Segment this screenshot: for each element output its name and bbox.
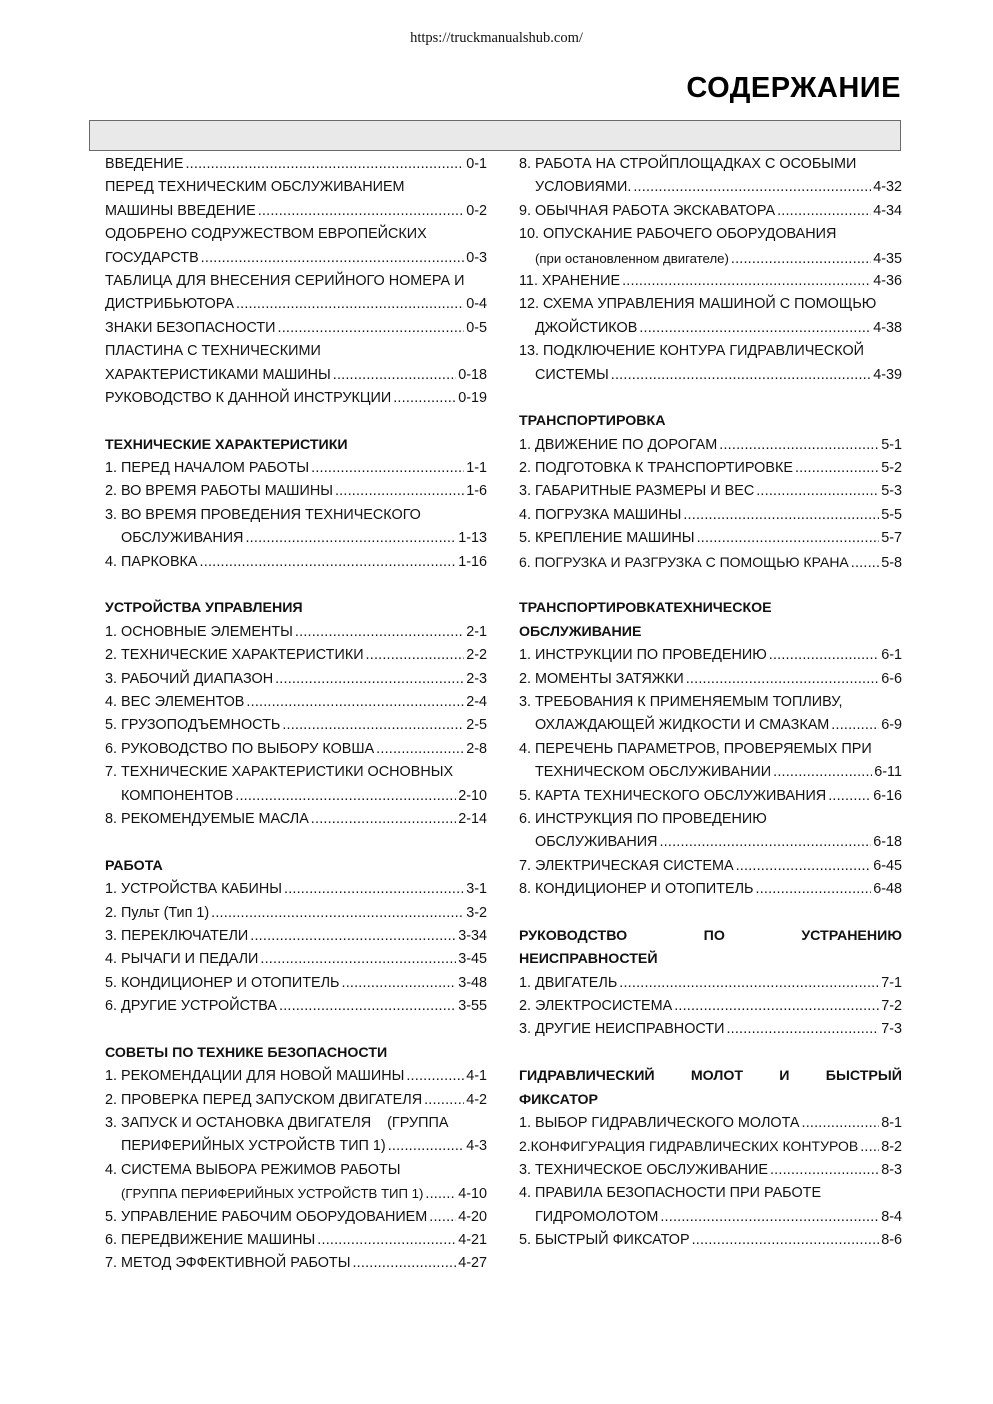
- toc-line: 13. ПОДКЛЮЧЕНИЕ КОНТУРА ГИДРАВЛИЧЕСКОЙ: [519, 343, 865, 360]
- section-heading: ТРАНСПОРТИРОВКА: [519, 413, 666, 430]
- section-heading: УСТРОЙСТВА УПРАВЛЕНИЯ: [105, 600, 303, 617]
- page-number: 8-4: [881, 1208, 902, 1225]
- page-number: 1-1: [466, 460, 487, 477]
- toc-entry[interactable]: 9. ОБЫЧНАЯ РАБОТА ЭКСКАВАТОРА ..... 4-34: [519, 200, 902, 223]
- toc-entry[interactable]: 5. КАРТА ТЕХНИЧЕСКОГО ОБСЛУЖИВАНИЯ ..... 6-16: [519, 785, 902, 808]
- source-url[interactable]: https://truckmanualshub.com/: [410, 30, 583, 46]
- section-heading: ТРАНСПОРТИРОВКАТЕХНИЧЕСКОЕ: [519, 600, 772, 617]
- toc-line: ОДОБРЕНО СОДРУЖЕСТВОМ ЕВРОПЕЙСКИХ: [105, 226, 427, 243]
- page-number: 6-9: [881, 717, 902, 734]
- toc-entry[interactable]: 3. РАБОЧИЙ ДИАПАЗОН ..... 2-3: [105, 668, 487, 691]
- toc-entry[interactable]: ЗНАКИ БЕЗОПАСНОСТИ ..... 0-5: [105, 317, 487, 340]
- page-number: 4-35: [873, 250, 902, 267]
- toc-entry[interactable]: 7. ЭЛЕКТРИЧЕСКАЯ СИСТЕМА ..... 6-45: [519, 855, 902, 878]
- page-number: 4-21: [458, 1231, 487, 1248]
- toc-entry[interactable]: ОБСЛУЖИВАНИЯ ..... 1-13: [105, 527, 487, 550]
- page-title: СОДЕРЖАНИЕ: [686, 72, 901, 104]
- toc-entry[interactable]: ПЕРИФЕРИЙНЫХ УСТРОЙСТВ ТИП 1) ..... 4-3: [105, 1135, 487, 1158]
- page-number: 5-5: [881, 506, 902, 523]
- toc-entry[interactable]: ГОСУДАРСТВ ..... 0-3: [105, 247, 487, 270]
- toc-entry[interactable]: ГИДРОМОЛОТОМ ..... 8-4: [519, 1206, 902, 1229]
- toc-entry[interactable]: 8. РЕКОМЕНДУЕМЫЕ МАСЛА ..... 2-14: [105, 808, 487, 831]
- toc-entry[interactable]: 2. ЭЛЕКТРОСИСТЕМА ..... 7-2: [519, 995, 902, 1018]
- toc-entry[interactable]: СИСТЕМЫ ..... 4-39: [519, 364, 902, 387]
- toc-entry[interactable]: 2. МОМЕНТЫ ЗАТЯЖКИ ..... 6-6: [519, 668, 902, 691]
- page-number: 6-48: [873, 881, 902, 898]
- page-number: 3-34: [458, 927, 487, 944]
- toc-entry[interactable]: ДИСТРИБЬЮТОРА ..... 0-4: [105, 293, 487, 316]
- toc-entry[interactable]: 5. ГРУЗОПОДЪЕМНОСТЬ ..... 2-5: [105, 714, 487, 737]
- toc-line: 4. ПЕРЕЧЕНЬ ПАРАМЕТРОВ, ПРОВЕРЯЕМЫХ ПРИ: [519, 740, 872, 757]
- toc-entry[interactable]: РУКОВОДСТВО К ДАННОЙ ИНСТРУКЦИИ ..... 0-19: [105, 387, 487, 410]
- page-number: 6-6: [881, 670, 902, 687]
- toc-entry[interactable]: ОБСЛУЖИВАНИЯ ..... 6-18: [519, 831, 902, 854]
- page-number: 5-8: [881, 554, 902, 571]
- section-heading: РУКОВОДСТВО ПО УСТРАНЕНИЮ: [519, 927, 902, 944]
- toc-line: ПЕРЕД ТЕХНИЧЕСКИМ ОБСЛУЖИВАНИЕМ: [105, 179, 405, 196]
- section-heading: НЕИСПРАВНОСТЕЙ: [519, 951, 658, 968]
- page-number: 2-8: [466, 740, 487, 757]
- toc-entry[interactable]: 1. ПЕРЕД НАЧАЛОМ РАБОТЫ ..... 1-1: [105, 457, 487, 480]
- page-number: 4-27: [458, 1255, 487, 1272]
- toc-entry[interactable]: ДЖОЙСТИКОВ ..... 4-38: [519, 317, 902, 340]
- toc-entry[interactable]: 2. ПРОВЕРКА ПЕРЕД ЗАПУСКОМ ДВИГАТЕЛЯ ..... 4-2: [105, 1089, 487, 1112]
- toc-entry[interactable]: 4. ВЕС ЭЛЕМЕНТОВ ..... 2-4: [105, 691, 487, 714]
- page-number: 8-2: [881, 1139, 902, 1156]
- toc-entry[interactable]: 6. РУКОВОДСТВО ПО ВЫБОРУ КОВША ..... 2-8: [105, 738, 487, 761]
- toc-entry[interactable]: 1. РЕКОМЕНДАЦИИ ДЛЯ НОВОЙ МАШИНЫ ..... 4-1: [105, 1065, 487, 1088]
- page-number: 8-1: [881, 1115, 902, 1132]
- toc-entry[interactable]: 3. ДРУГИЕ НЕИСПРАВНОСТИ ..... 7-3: [519, 1018, 902, 1041]
- toc-entry[interactable]: 2. ТЕХНИЧЕСКИЕ ХАРАКТЕРИСТИКИ ..... 2-2: [105, 644, 487, 667]
- page-number: 4-20: [458, 1208, 487, 1225]
- page-number: 1-6: [466, 483, 487, 500]
- page-number: 0-4: [466, 296, 487, 313]
- toc-line: 3. ТРЕБОВАНИЯ К ПРИМЕНЯЕМЫМ ТОПЛИВУ,: [519, 693, 843, 710]
- toc-entry[interactable]: 6. ПОГРУЗКА И РАЗГРУЗКА С ПОМОЩЬЮ КРАНА ..... 5-8: [519, 551, 902, 574]
- toc-line: 3. ЗАПУСК И ОСТАНОВКА ДВИГАТЕЛЯ (ГРУППА: [105, 1115, 449, 1132]
- toc-entry[interactable]: (при остановленном двигателе) ..... 4-35: [519, 247, 902, 270]
- toc-entry[interactable]: УСЛОВИЯМИ. ..... 4-32: [519, 176, 902, 199]
- page-number: 3-2: [466, 904, 487, 921]
- page-number: 0-5: [466, 319, 487, 336]
- toc-entry[interactable]: 7. МЕТОД ЭФФЕКТИВНОЙ РАБОТЫ ..... 4-27: [105, 1252, 487, 1275]
- toc-entry[interactable]: 1. ОСНОВНЫЕ ЭЛЕМЕНТЫ ..... 2-1: [105, 621, 487, 644]
- toc-line: 8. РАБОТА НА СТРОЙПЛОЩАДКАХ С ОСОБЫМИ: [519, 156, 857, 172]
- page-number: 6-16: [873, 787, 902, 804]
- toc-entry[interactable]: 2.КОНФИГУРАЦИЯ ГИДРАВЛИЧЕСКИХ КОНТУРОВ ..... 8-2: [519, 1135, 902, 1158]
- page-number: 7-2: [881, 998, 902, 1015]
- page-number: 4-10: [458, 1186, 487, 1203]
- toc-entry[interactable]: 4. РЫЧАГИ И ПЕДАЛИ ..... 3-45: [105, 948, 487, 971]
- toc-line: 12. СХЕМА УПРАВЛЕНИЯ МАШИНОЙ С ПОМОЩЬЮ: [519, 296, 877, 313]
- toc-entry[interactable]: 5. УПРАВЛЕНИЕ РАБОЧИМ ОБОРУДОВАНИЕМ ..... 4-20: [105, 1206, 487, 1229]
- page-number: 3-48: [458, 974, 487, 991]
- page-number: 4-34: [873, 202, 902, 219]
- page-number: 2-14: [458, 810, 487, 827]
- toc-entry[interactable]: 5. БЫСТРЫЙ ФИКСАТОР ..... 8-6: [519, 1229, 902, 1252]
- toc-line: 4. ПРАВИЛА БЕЗОПАСНОСТИ ПРИ РАБОТЕ: [519, 1185, 822, 1202]
- toc-entry[interactable]: МАШИНЫ ВВЕДЕНИЕ ..... 0-2: [105, 200, 487, 223]
- toc-line: ТАБЛИЦА ДЛЯ ВНЕСЕНИЯ СЕРИЙНОГО НОМЕРА И: [105, 272, 465, 289]
- toc-line: 7. ТЕХНИЧЕСКИЕ ХАРАКТЕРИСТИКИ ОСНОВНЫХ: [105, 764, 454, 781]
- toc-line: 3. ВО ВРЕМЯ ПРОВЕДЕНИЯ ТЕХНИЧЕСКОГО: [105, 506, 421, 523]
- page-number: 0-2: [466, 202, 487, 219]
- page-number: 2-1: [466, 623, 487, 640]
- page-number: 2-2: [466, 647, 487, 664]
- toc-entry[interactable]: 5. КРЕПЛЕНИЕ МАШИНЫ ..... 5-7: [519, 527, 902, 550]
- page-number: 3-45: [458, 951, 487, 968]
- page-number: 4-3: [466, 1138, 487, 1155]
- page-number: 0-3: [466, 249, 487, 266]
- toc-entry[interactable]: ХАРАКТЕРИСТИКАМИ МАШИНЫ ..... 0-18: [105, 364, 487, 387]
- page-number: 6-18: [873, 834, 902, 851]
- page-number: 1-13: [458, 530, 487, 547]
- page-number: 7-1: [881, 974, 902, 991]
- page-number: 4-39: [873, 366, 902, 383]
- toc-entry[interactable]: 6. ПЕРЕДВИЖЕНИЕ МАШИНЫ ..... 4-21: [105, 1229, 487, 1252]
- page-number: 2-5: [466, 717, 487, 734]
- section-heading: ФИКСАТОР: [519, 1091, 599, 1108]
- toc-line: ПЛАСТИНА С ТЕХНИЧЕСКИМИ: [105, 343, 321, 360]
- toc-entry[interactable]: 4. ПОГРУЗКА МАШИНЫ ..... 5-5: [519, 504, 902, 527]
- page-number: 6-1: [881, 647, 902, 664]
- page-number: 3-1: [466, 881, 487, 898]
- page-number: 8-6: [881, 1231, 902, 1248]
- page-number: 7-3: [881, 1021, 902, 1038]
- toc-entry[interactable]: 5. КОНДИЦИОНЕР И ОТОПИТЕЛЬ ..... 3-48: [105, 972, 487, 995]
- toc-line: 4. СИСТЕМА ВЫБОРА РЕЖИМОВ РАБОТЫ: [105, 1161, 401, 1178]
- page-number: 0-1: [466, 156, 487, 172]
- page-number: 1-16: [458, 553, 487, 570]
- toc-entry[interactable]: 1. ДВИЖЕНИЕ ПО ДОРОГАМ ..... 5-1: [519, 434, 902, 457]
- toc-entry[interactable]: 1. ИНСТРУКЦИИ ПО ПРОВЕДЕНИЮ ..... 6-1: [519, 644, 902, 667]
- section-heading: ГИДРАВЛИЧЕСКИЙ МОЛОТ И БЫСТРЫЙ: [519, 1068, 902, 1085]
- page-number: 0-19: [458, 389, 487, 406]
- page-number: 4-38: [873, 319, 902, 336]
- page-number: 6-11: [874, 764, 902, 781]
- page-number: 2-3: [466, 670, 487, 687]
- page-number: 5-2: [881, 460, 902, 477]
- toc-entry[interactable]: ТЕХНИЧЕСКОМ ОБСЛУЖИВАНИИ ..... 6-11: [519, 761, 902, 784]
- section-heading: СОВЕТЫ ПО ТЕХНИКЕ БЕЗОПАСНОСТИ: [105, 1044, 388, 1061]
- page-number: 2-4: [466, 693, 487, 710]
- toc-entry[interactable]: 1. ВЫБОР ГИДРАВЛИЧЕСКОГО МОЛОТА ..... 8-1: [519, 1112, 902, 1135]
- toc-entry[interactable]: (ГРУППА ПЕРИФЕРИЙНЫХ УСТРОЙСТВ ТИП 1) ..... 4-10: [105, 1182, 487, 1205]
- page-number: 6-45: [873, 857, 902, 874]
- toc-entry[interactable]: 3. ПЕРЕКЛЮЧАТЕЛИ ..... 3-34: [105, 925, 487, 948]
- toc-right-column: [519, 153, 902, 1252]
- toc-entry[interactable]: 2. Пульт (Тип 1) ..... 3-2: [105, 902, 487, 925]
- section-heading: ТЕХНИЧЕСКИЕ ХАРАКТЕРИСТИКИ: [105, 436, 348, 453]
- toc-entry[interactable]: 1. ДВИГАТЕЛЬ ..... 7-1: [519, 972, 902, 995]
- page-number: 4-32: [873, 179, 902, 196]
- page-number: 8-3: [881, 1161, 902, 1178]
- section-heading: РАБОТА: [105, 857, 163, 874]
- page-number: 5-3: [881, 483, 902, 500]
- toc-line: 10. ОПУСКАНИЕ РАБОЧЕГО ОБОРУДОВАНИЯ: [519, 226, 837, 243]
- section-heading: ОБСЛУЖИВАНИЕ: [519, 623, 642, 640]
- toc-entry[interactable]: 1. УСТРОЙСТВА КАБИНЫ ..... 3-1: [105, 878, 487, 901]
- toc-entry[interactable]: 8. КОНДИЦИОНЕР И ОТОПИТЕЛЬ ..... 6-48: [519, 878, 902, 901]
- toc-entry[interactable]: 2. ВО ВРЕМЯ РАБОТЫ МАШИНЫ ..... 1-6: [105, 480, 487, 503]
- header-band: [89, 120, 901, 151]
- page-number: 3-55: [458, 998, 487, 1015]
- page-number: 2-10: [458, 787, 487, 804]
- page-number: 4-2: [466, 1091, 487, 1108]
- toc-entry[interactable]: ВВЕДЕНИЕ ..... 0-1: [105, 153, 487, 176]
- page-number: 5-1: [881, 436, 902, 453]
- toc-entry[interactable]: 4. ПАРКОВКА ..... 1-16: [105, 551, 487, 574]
- page-number: 5-7: [881, 530, 902, 547]
- toc-entry[interactable]: 3. ГАБАРИТНЫЕ РАЗМЕРЫ И ВЕС ..... 5-3: [519, 480, 902, 503]
- page-number: 4-36: [873, 272, 902, 289]
- page-number: 0-18: [458, 366, 487, 383]
- toc-entry[interactable]: 6. ДРУГИЕ УСТРОЙСТВА ..... 3-55: [105, 995, 487, 1018]
- toc-entry[interactable]: ОХЛАЖДАЮЩЕЙ ЖИДКОСТИ И СМАЗКАМ ..... 6-9: [519, 714, 902, 737]
- toc-entry[interactable]: 3. ТЕХНИЧЕСКОЕ ОБСЛУЖИВАНИЕ ..... 8-3: [519, 1159, 902, 1182]
- toc-entry[interactable]: 11. ХРАНЕНИЕ ..... 4-36: [519, 270, 902, 293]
- toc-left-column: [105, 153, 487, 1276]
- toc-line: 6. ИНСТРУКЦИЯ ПО ПРОВЕДЕНИЮ: [519, 810, 767, 827]
- page-number: 4-1: [466, 1068, 487, 1085]
- toc-entry[interactable]: 2. ПОДГОТОВКА К ТРАНСПОРТИРОВКЕ ..... 5-2: [519, 457, 902, 480]
- toc-entry[interactable]: КОМПОНЕНТОВ ..... 2-10: [105, 785, 487, 808]
